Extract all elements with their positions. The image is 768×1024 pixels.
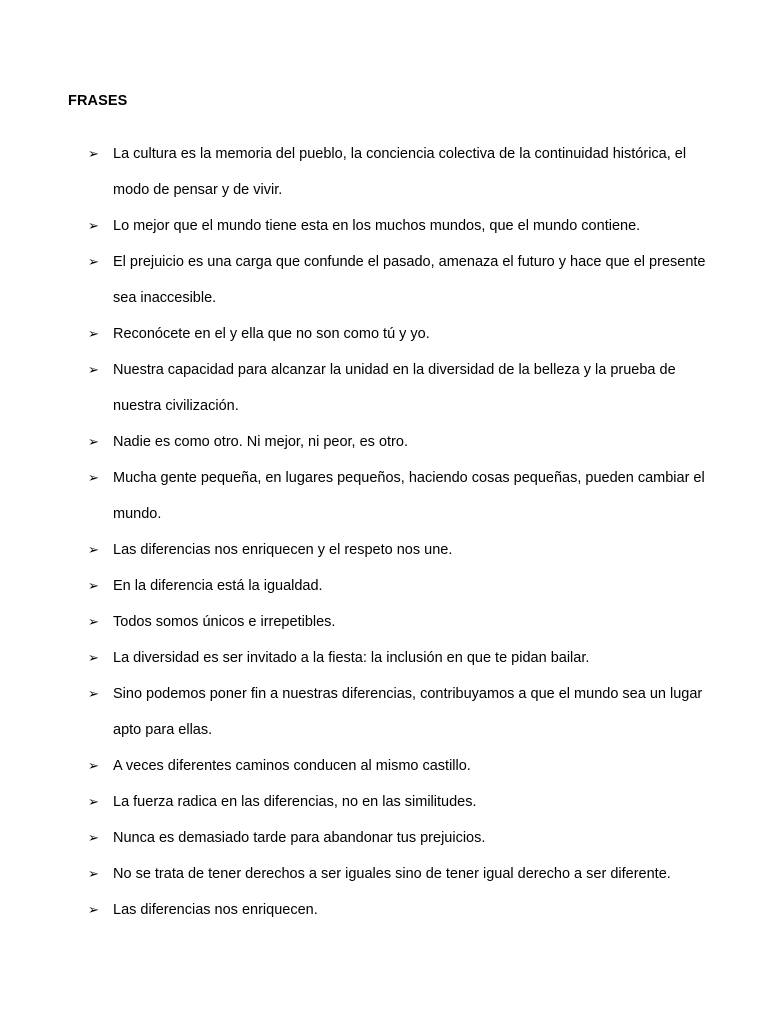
quote-text: Mucha gente pequeña, en lugares pequeños, haciendo cosas pequeñas, pueden cambiar el mundo. xyxy=(113,470,705,522)
list-item xyxy=(0,244,768,316)
list-item xyxy=(0,316,768,352)
quote-text: A veces diferentes caminos conducen al mismo castillo. xyxy=(113,758,471,774)
arrow-bullet-icon: ➢ xyxy=(88,434,99,449)
arrow-bullet-icon: ➢ xyxy=(88,146,99,161)
arrow-bullet-icon: ➢ xyxy=(88,362,99,377)
list-item xyxy=(0,892,768,928)
quote-text: Las diferencias nos enriquecen y el respeto nos une. xyxy=(113,542,453,558)
arrow-bullet-icon: ➢ xyxy=(88,254,99,269)
quote-text: Todos somos únicos e irrepetibles. xyxy=(113,614,336,630)
arrow-bullet-icon: ➢ xyxy=(88,902,99,917)
quote-list xyxy=(0,136,768,928)
quote-text: Sino podemos poner fin a nuestras diferencias, contribuyamos a que el mundo sea un lugar apto para ellas. xyxy=(113,686,703,738)
quote-text: En la diferencia está la igualdad. xyxy=(113,578,323,594)
arrow-bullet-icon: ➢ xyxy=(88,650,99,665)
quote-text: Nunca es demasiado tarde para abandonar tus prejuicios. xyxy=(113,830,486,846)
arrow-bullet-icon: ➢ xyxy=(88,794,99,809)
quote-text: Lo mejor que el mundo tiene esta en los muchos mundos, que el mundo contiene. xyxy=(113,218,641,234)
quote-text: El prejuicio es una carga que confunde el pasado, amenaza el futuro y hace que el presente sea inaccesible. xyxy=(113,254,706,306)
list-item xyxy=(0,532,768,568)
list-item xyxy=(0,856,768,892)
arrow-bullet-icon: ➢ xyxy=(88,578,99,593)
list-item xyxy=(0,352,768,424)
quote-text: La fuerza radica en las diferencias, no en las similitudes. xyxy=(113,794,477,810)
list-item xyxy=(0,604,768,640)
arrow-bullet-icon: ➢ xyxy=(88,758,99,773)
page-title: FRASES xyxy=(68,93,128,109)
arrow-bullet-icon: ➢ xyxy=(88,686,99,701)
list-item xyxy=(0,460,768,532)
list-item xyxy=(0,748,768,784)
list-item xyxy=(0,820,768,856)
quote-text: Las diferencias nos enriquecen. xyxy=(113,902,318,918)
list-item xyxy=(0,640,768,676)
quote-text: No se trata de tener derechos a ser iguales sino de tener igual derecho a ser diferente. xyxy=(113,866,671,882)
list-item xyxy=(0,784,768,820)
list-item xyxy=(0,676,768,748)
arrow-bullet-icon: ➢ xyxy=(88,542,99,557)
list-item xyxy=(0,136,768,208)
arrow-bullet-icon: ➢ xyxy=(88,614,99,629)
quote-text: Nadie es como otro. Ni mejor, ni peor, es otro. xyxy=(113,434,408,450)
arrow-bullet-icon: ➢ xyxy=(88,866,99,881)
arrow-bullet-icon: ➢ xyxy=(88,470,99,485)
quote-text: Reconócete en el y ella que no son como tú y yo. xyxy=(113,326,430,342)
list-item xyxy=(0,568,768,604)
arrow-bullet-icon: ➢ xyxy=(88,218,99,233)
quote-text: La cultura es la memoria del pueblo, la conciencia colectiva de la continuidad histórica, el modo de pensar y de vivir. xyxy=(113,146,687,198)
quote-text: La diversidad es ser invitado a la fiesta: la inclusión en que te pidan bailar. xyxy=(113,650,590,666)
list-item xyxy=(0,424,768,460)
list-item xyxy=(0,208,768,244)
arrow-bullet-icon: ➢ xyxy=(88,830,99,845)
arrow-bullet-icon: ➢ xyxy=(88,326,99,341)
quote-text: Nuestra capacidad para alcanzar la unidad en la diversidad de la belleza y la prueba de nuestra civilización. xyxy=(113,362,676,414)
